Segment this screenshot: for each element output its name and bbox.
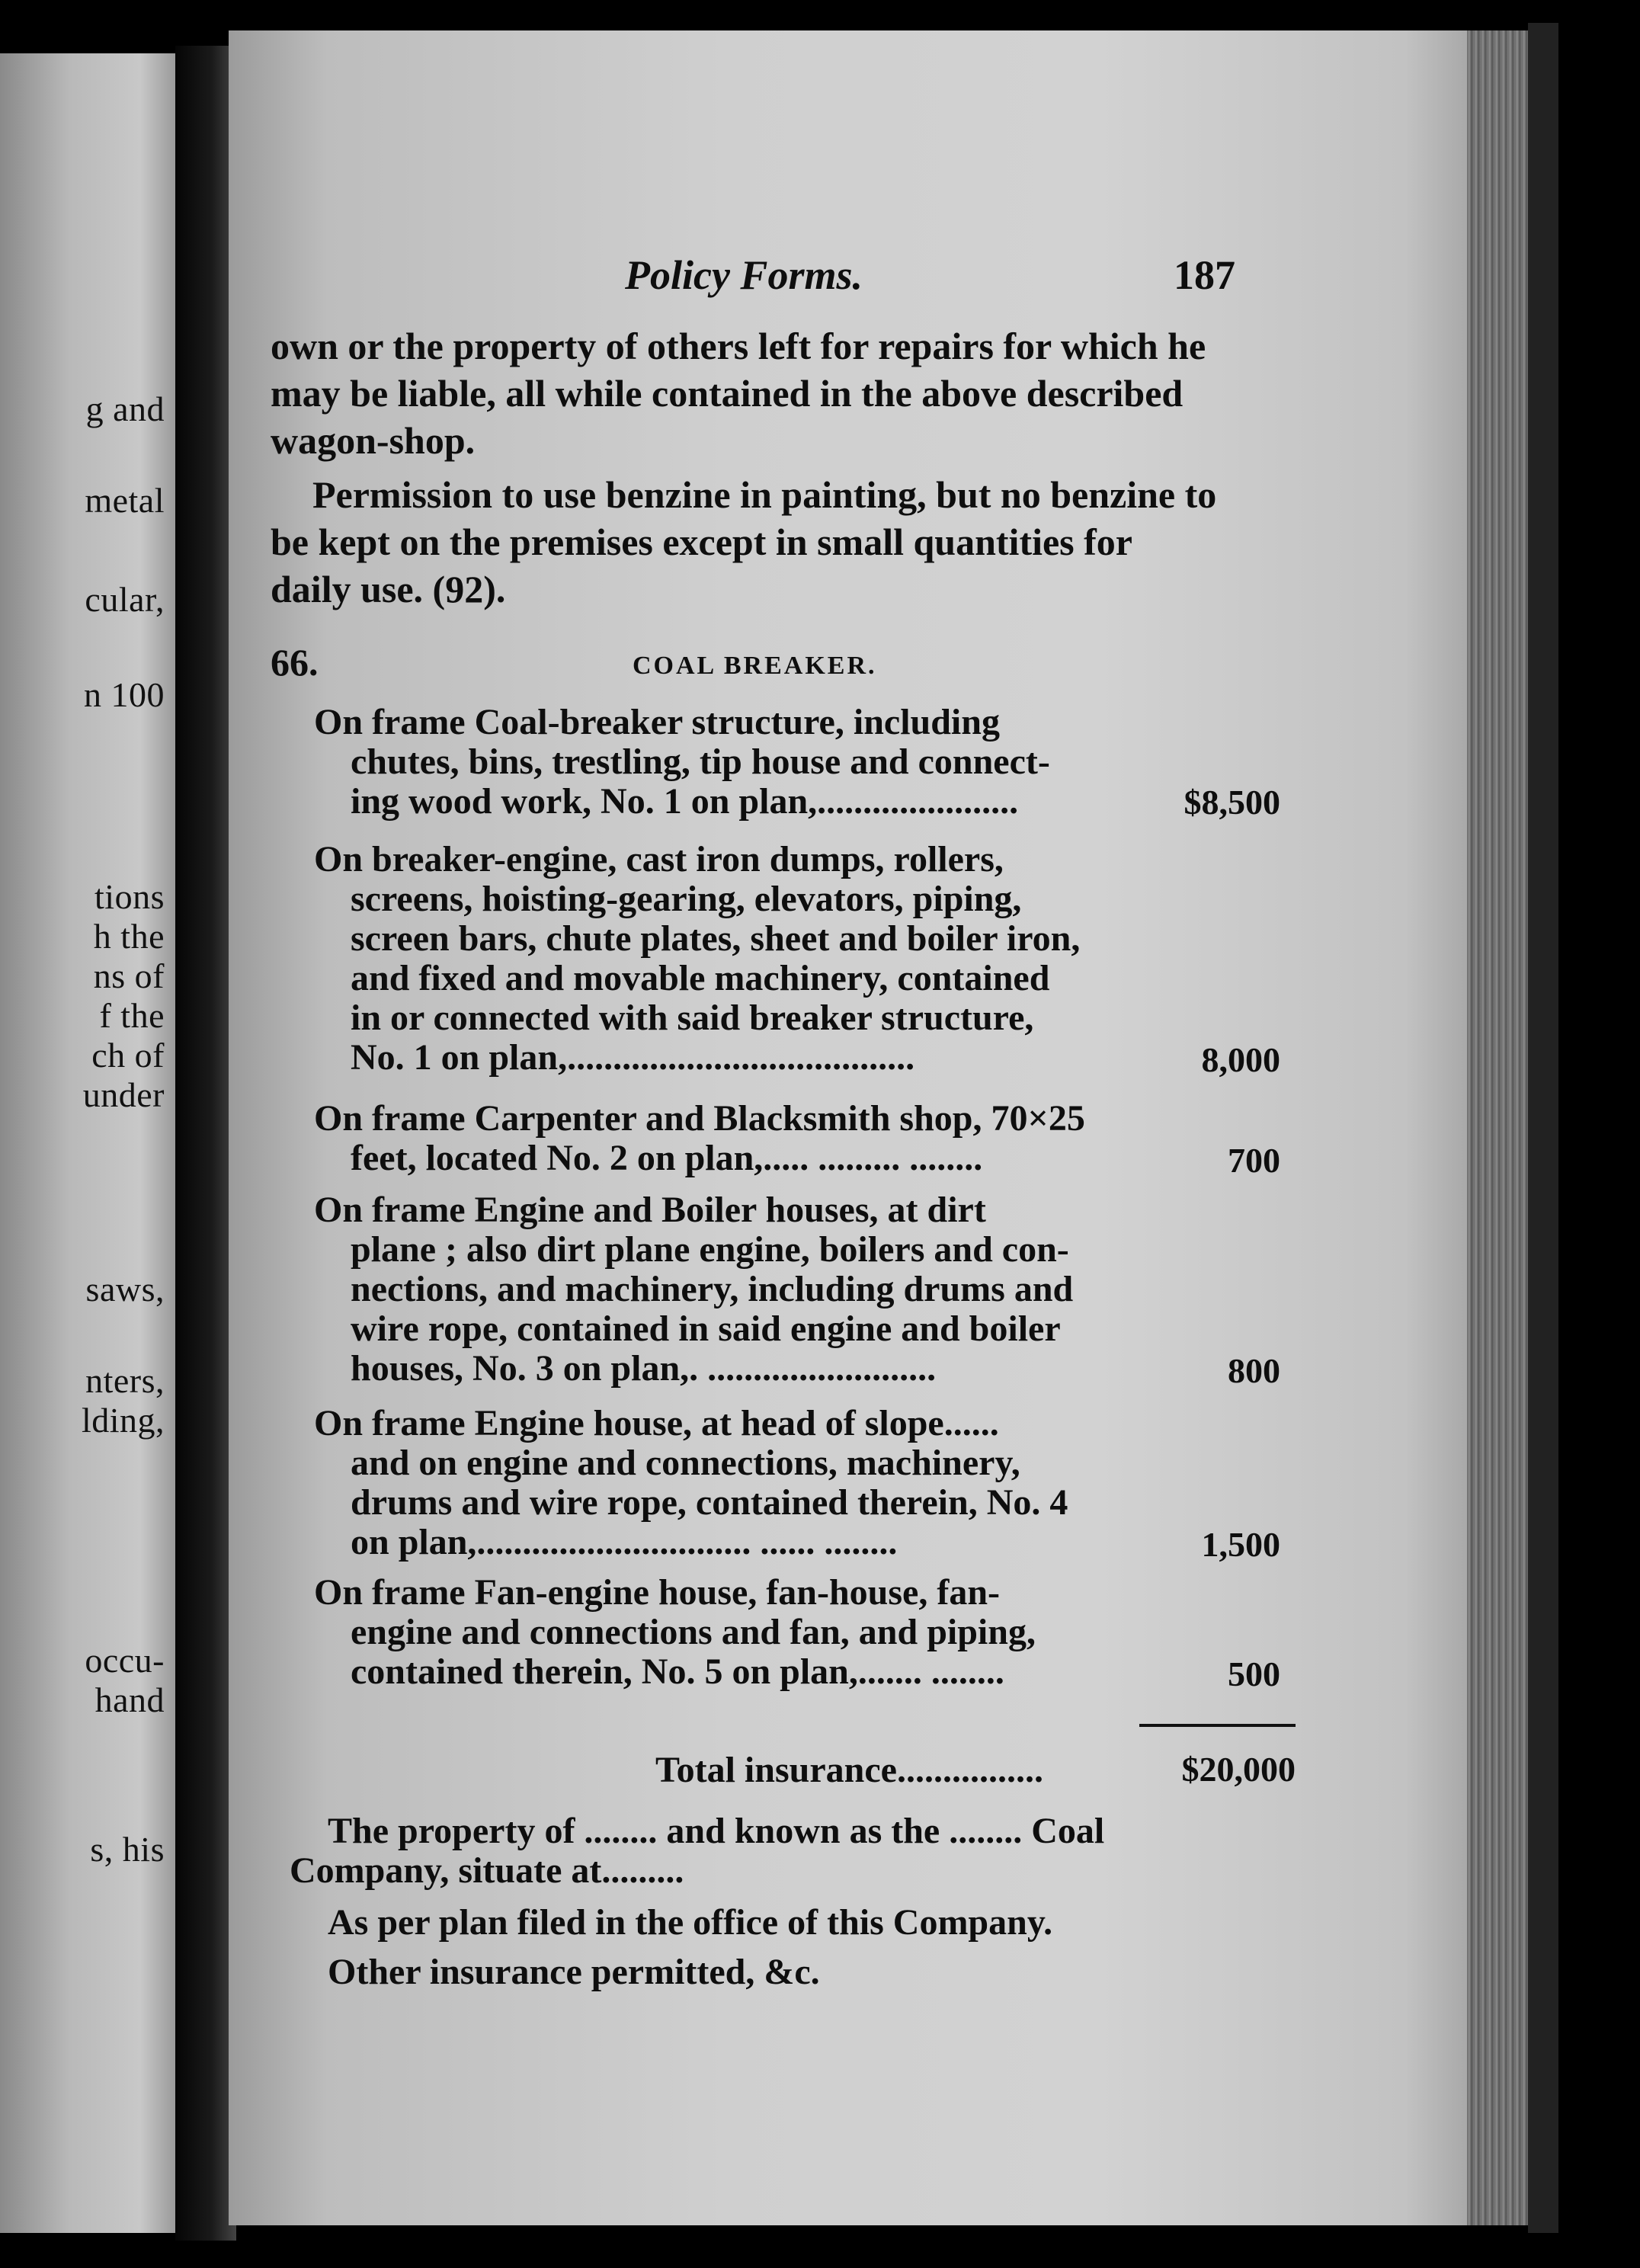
- total-rule: [1139, 1724, 1296, 1727]
- item-line: and fixed and movable machinery, contained: [351, 958, 1050, 998]
- permission-line: daily use. (92).: [271, 568, 506, 610]
- left-page-fragment: hand: [94, 1680, 165, 1719]
- left-page-fragment: n 100: [84, 675, 165, 714]
- page-stack-edge: [1467, 30, 1528, 2225]
- intro-line: own or the property of others left for repairs for which he: [271, 325, 1206, 367]
- closing-company-line: Company, situate at.........: [290, 1850, 684, 1891]
- left-page-fragment: nters,: [85, 1361, 165, 1400]
- item-amount: 500: [1228, 1655, 1280, 1693]
- item-line: feet, located No. 2 on plan,..... ......... ........: [351, 1138, 983, 1178]
- item-line: chutes, bins, trestling, tip house and connect-: [351, 742, 1050, 782]
- item-line: wire rope, contained in said engine and boiler: [351, 1309, 1061, 1349]
- left-page-fragment: g and: [85, 389, 165, 428]
- left-page-fragment: f the: [99, 996, 165, 1035]
- left-page-fragment: metal: [85, 481, 165, 520]
- item-amount: 8,000: [1201, 1040, 1280, 1079]
- page-stack-shadow: [1528, 23, 1558, 2233]
- item-line: On frame Engine and Boiler houses, at dirt: [314, 1190, 986, 1230]
- item-line: ing wood work, No. 1 on plan,......................: [351, 781, 1019, 822]
- left-page-fragment: occu-: [85, 1641, 165, 1680]
- running-head-title: Policy Forms.: [625, 252, 863, 298]
- item-line: On frame Engine house, at head of slope......: [314, 1403, 999, 1443]
- left-page-fragment: ns of: [93, 956, 165, 995]
- closing-plan-line: As per plan filed in the office of this Company.: [328, 1902, 1053, 1943]
- item-line: screen bars, chute plates, sheet and boiler iron,: [351, 918, 1081, 959]
- form-heading: COAL BREAKER.: [633, 652, 877, 680]
- item-line: No. 1 on plan,......................................: [351, 1037, 915, 1078]
- total-label: Total insurance................: [655, 1750, 1043, 1790]
- left-page-fragment: h the: [93, 917, 165, 956]
- intro-line: wagon-shop.: [271, 419, 476, 462]
- item-line: on plan,.............................. ...... ........: [351, 1522, 898, 1562]
- intro-line: may be liable, all while contained in the above described: [271, 372, 1184, 415]
- item-line: contained therein, No. 5 on plan,....... ........: [351, 1651, 1004, 1692]
- item-line: screens, hoisting-gearing, elevators, piping,: [351, 879, 1022, 919]
- item-line: On breaker-engine, cast iron dumps, rollers,: [314, 839, 1004, 879]
- left-page-fragment: cular,: [85, 580, 165, 619]
- item-amount: 800: [1228, 1351, 1280, 1390]
- item-line: engine and connections and fan, and piping,: [351, 1612, 1036, 1652]
- item-amount: 700: [1228, 1141, 1280, 1180]
- item-line: On frame Carpenter and Blacksmith shop, 70×25: [314, 1098, 1085, 1139]
- total-amount: $20,000: [1181, 1750, 1296, 1789]
- item-line: plane ; also dirt plane engine, boilers and con-: [351, 1229, 1069, 1270]
- left-page-fragment: lding,: [81, 1401, 165, 1440]
- book-page: [229, 30, 1467, 2225]
- permission-line: Permission to use benzine in painting, but no benzine to: [312, 473, 1217, 516]
- item-line: On frame Fan-engine house, fan-house, fan-: [314, 1572, 1001, 1613]
- item-line: houses, No. 3 on plan,. .........................: [351, 1348, 937, 1389]
- left-page-fragment: s, his: [90, 1830, 165, 1869]
- left-page-fragment: ch of: [91, 1036, 165, 1075]
- item-line: and on engine and connections, machinery,: [351, 1443, 1020, 1483]
- closing-property-line: The property of ........ and known as the ........ Coal: [328, 1811, 1105, 1851]
- form-number: 66.: [271, 641, 319, 684]
- left-page-fragment: under: [82, 1075, 165, 1114]
- left-page-fragment: tions: [94, 877, 165, 916]
- item-line: On frame Coal-breaker structure, including: [314, 702, 1000, 742]
- item-amount: $8,500: [1184, 783, 1280, 822]
- item-amount: 1,500: [1201, 1525, 1280, 1564]
- closing-other-line: Other insurance permitted, &c.: [328, 1952, 820, 1992]
- item-line: drums and wire rope, contained therein, No. 4: [351, 1482, 1068, 1523]
- left-page-fragment: saws,: [85, 1270, 165, 1309]
- item-line: in or connected with said breaker structure,: [351, 998, 1034, 1038]
- book-gutter: [175, 46, 236, 2241]
- permission-line: be kept on the premises except in small quantities for: [271, 521, 1132, 563]
- left-facing-page: [0, 53, 175, 2233]
- item-line: nections, and machinery, including drums and: [351, 1269, 1074, 1309]
- page-number: 187: [1174, 252, 1235, 298]
